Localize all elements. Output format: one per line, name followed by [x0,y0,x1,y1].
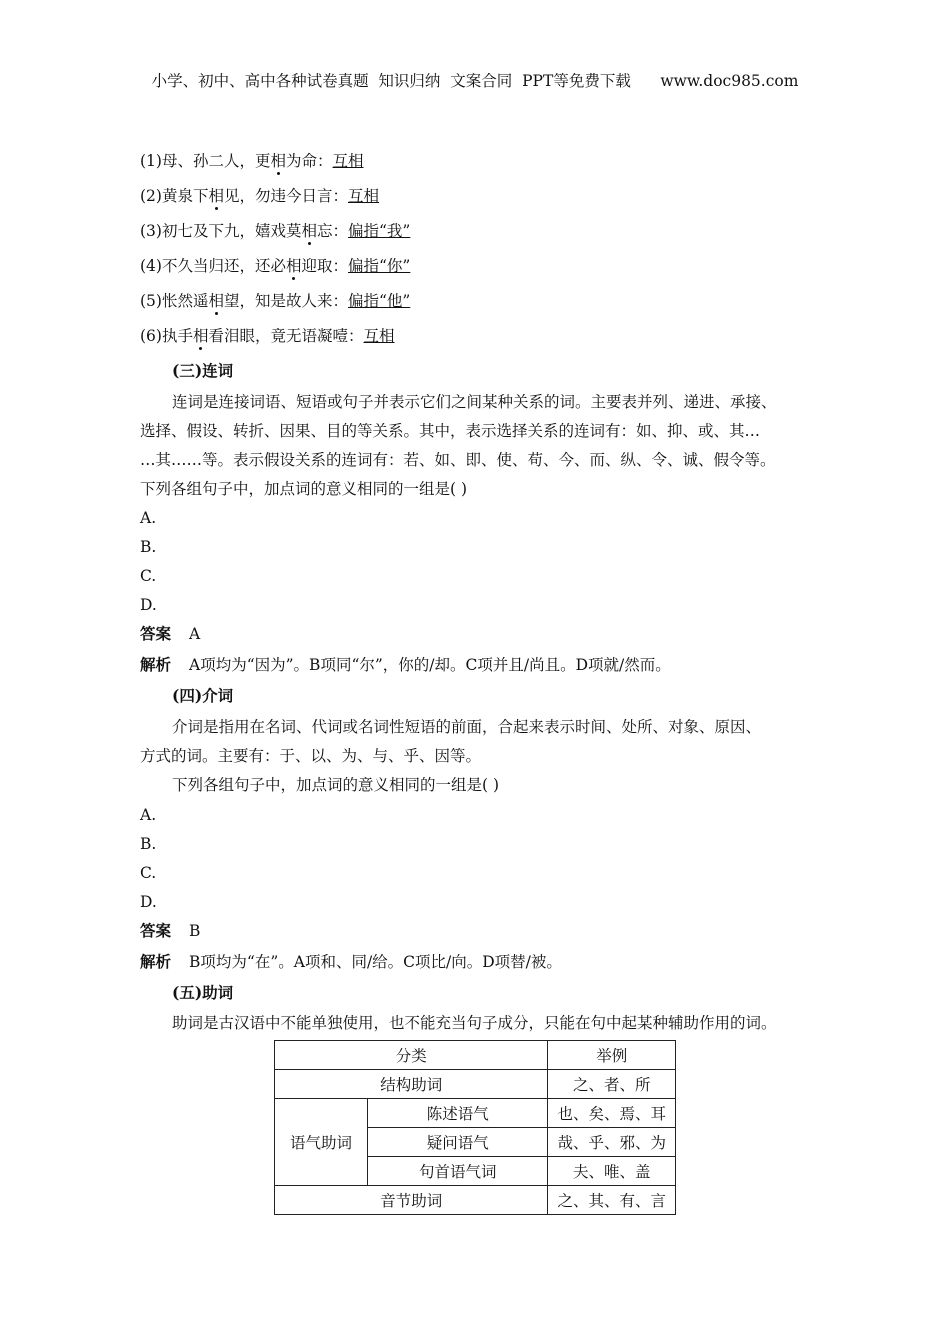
answer-line [140,623,200,645]
table-cell: 之、其、有、言 [548,1186,676,1215]
answer-line [140,920,200,942]
table-row [275,1070,676,1099]
dotted-word: 相 [270,152,286,170]
section-3-desc: 连词是连接词语、短语或句子并表示它们之间某种关系的词。主要表并列、递进、承接、 [172,393,777,411]
example-text: 迎取： [301,257,348,275]
section-5-title: (五)助词 [172,983,234,1002]
dotted-word: 相 [192,327,209,345]
analysis-text: A项均为“因为”。B项同“尔”，你的/却。C项并且/尚且。D项就/然而。 [189,656,671,674]
section-4-desc: 方式的词。主要有：于、以、为、与、乎、因等。 [140,747,482,765]
section-3-question: 下列各组句子中，加点词的意义相同的一组是( ) [140,480,468,498]
option-a: A. [140,806,157,824]
page-header: 小学、初中、高中各种试卷真题 知识归纳 文案合同 PPT等免费下载 www.doc985.com [151,72,799,90]
example-text: 为命： [285,152,333,170]
example-text: 见，勿违今日言： [223,187,348,205]
example-3 [140,220,410,242]
example-text: 忘： [316,222,348,240]
example-2 [140,185,379,207]
dotted-word: 相 [208,187,224,205]
table-cell: 句首语气词 [368,1157,548,1186]
table-cell: 哉、乎、邪、为 [548,1128,676,1157]
option-a: A. [140,509,157,527]
example-text: (2)黄泉下 [140,187,209,205]
answer-value: B [189,922,201,940]
example-5 [140,290,410,312]
analysis-label: 解析 [140,952,172,971]
example-answer: 偏指“他” [348,292,411,310]
example-answer: 互相 [363,327,395,345]
example-answer: 互相 [332,152,364,170]
table-cell: 也、矣、焉、耳 [548,1099,676,1128]
example-text: 望，知是故人来： [223,292,348,310]
table-header: 分类 [275,1041,548,1070]
option-d: D. [140,893,157,911]
example-answer: 互相 [348,187,380,205]
section-4-question: 下列各组句子中，加点词的意义相同的一组是( ) [172,776,500,794]
table-row [275,1186,676,1215]
example-answer: 偏指“你” [348,257,411,275]
table-cell: 语气助词 [275,1099,368,1186]
option-b: B. [140,835,157,853]
example-1 [140,150,364,172]
example-text: (3)初七及下九，嬉戏莫 [140,222,302,240]
table-header: 举例 [548,1041,676,1070]
auxiliary-word-table [274,1040,676,1215]
option-c: C. [140,567,157,585]
answer-label: 答案 [140,624,172,643]
example-answer: 偏指“我” [348,222,411,240]
answer-label: 答案 [140,921,172,940]
option-d: D. [140,596,157,614]
dotted-word: 相 [301,222,317,240]
example-text: (5)怅然遥 [140,292,209,310]
table-cell: 夫、唯、盖 [548,1157,676,1186]
section-4-title: (四)介词 [172,686,234,705]
example-4 [140,255,410,277]
example-text: (1)母、孙二人，更 [140,152,271,170]
example-text: 看泪眼，竟无语凝噎： [208,327,364,345]
table-cell: 陈述语气 [368,1099,548,1128]
example-text: (6)执手 [140,327,193,345]
section-4-desc: 介词是指用在名词、代词或名词性短语的前面，合起来表示时间、处所、对象、原因、 [172,718,762,736]
option-c: C. [140,864,157,882]
analysis-line [140,654,671,676]
analysis-label: 解析 [140,655,172,674]
option-b: B. [140,538,157,556]
section-3-desc: 选择、假设、转折、因果、目的等关系。其中，表示选择关系的连词有：如、抑、或、其… [140,422,761,440]
section-5-desc: 助词是古汉语中不能单独使用，也不能充当句子成分，只能在句中起某种辅助作用的词。 [172,1014,777,1032]
dotted-word: 相 [285,257,302,275]
table-header-row [275,1041,676,1070]
table-cell: 音节助词 [275,1186,548,1215]
analysis-text: B项均为“在”。A项和、同/给。C项比/向。D项替/被。 [189,953,562,971]
table-cell: 结构助词 [275,1070,548,1099]
section-3-title: (三)连词 [172,361,234,380]
table-row [275,1099,676,1128]
example-6 [140,325,395,347]
table-cell: 疑问语气 [368,1128,548,1157]
table-cell: 之、者、所 [548,1070,676,1099]
dotted-word: 相 [208,292,224,310]
example-text: (4)不久当归还，还必 [140,257,286,275]
analysis-line [140,951,562,973]
section-3-desc: …其……等。表示假设关系的连词有：若、如、即、使、苟、今、而、纵、令、诚、假令等。 [140,451,776,469]
answer-value: A [189,625,201,643]
